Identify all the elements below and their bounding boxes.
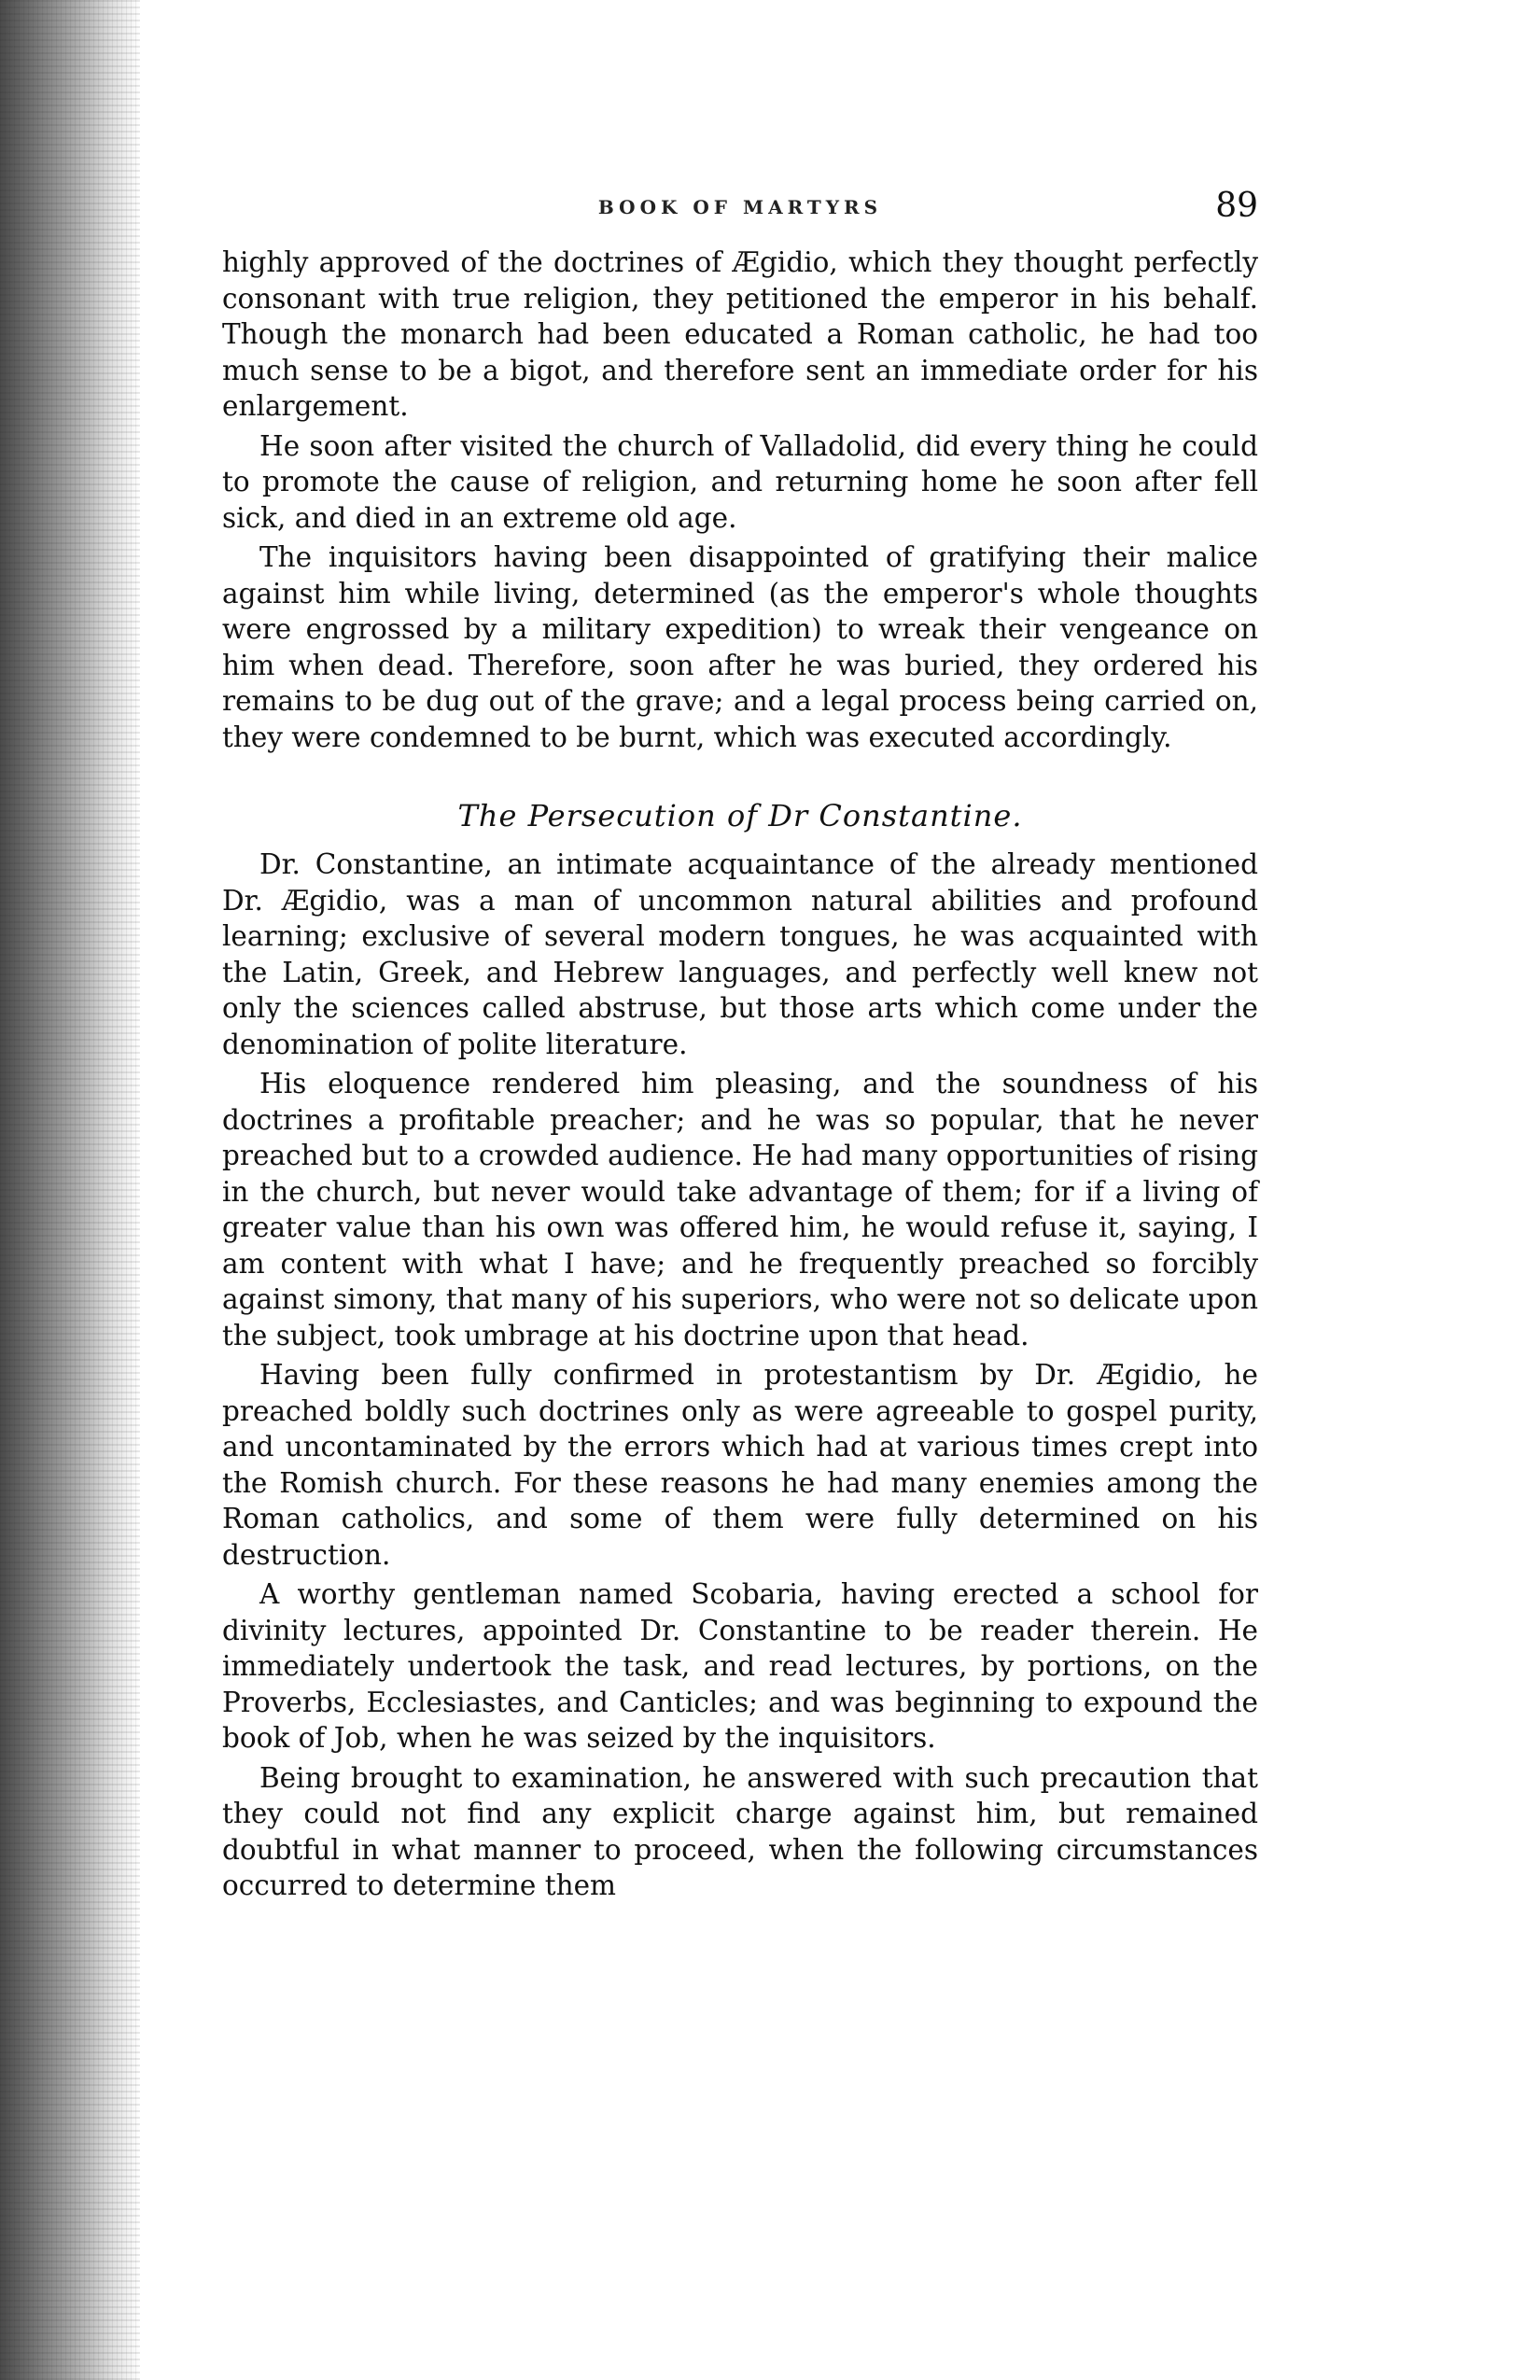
scanned-page-edge [0,0,140,2380]
paragraph-scobaria-school: A worthy gentleman named Scobaria, having erected a school for divinity lectures, appointed Dr. Constantine to be reader therein. He immediately undertook the task, and read lectures, by portions, on the Proverbs, Ecclesiastes, and Canticles; and was beginning to expound the book of Job, when he was seized by the inquisitors. [222,1578,1258,1754]
book-page [222,187,1258,1908]
paragraph-inquisitors-vengeance: The inquisitors having been disappointed of gratifying their malice against him while living, determined (as the emperor's whole thoughts were engrossed by a military expedition) to wreak their vengeance on him when dead. Therefore, soon after he was buried, they ordered his remains to be dug out of the grave; and a legal process being carried on, they were condemned to be burnt, which was executed accordingly. [222,541,1258,753]
page-header [222,187,1258,233]
paragraph-visit-valladolid: He soon after visited the church of Valladolid, did every thing he could to promote the cause of religion, and returning home he soon after fell sick, and died in an extreme old age. [222,429,1258,534]
paragraph-continuation: highly approved of the doctrines of Ægidio, which they thought perfectly consonant with true religion, they petitioned the emperor in his behalf. Though the monarch had been educated a Roman catholic, he had too much sense to be a bigot, and therefore sent an immediate order for his enlargement. [222,246,1258,422]
paragraph-eloquence: His eloquence rendered him pleasing, and the soundness of his doctrines a profitable preacher; and he was so popular, that he never preached but to a crowded audience. He had many opportunities of rising in the church, but never would take advantage of them; for if a living of greater value than his own was offered him, he would refuse it, saying, I am content with what I have; and he frequently preached so forcibly against simony, that many of his superiors, who were not so delicate upon the subject, took umbrage at his doctrine upon that head. [222,1068,1258,1351]
paragraph-examination: Being brought to examination, he answered with such precaution that they could not find any explicit charge against him, but remained doubtful in what manner to proceed, when the following circumstances occurred to determine them [222,1761,1258,1901]
paragraph-constantine-intro: Dr. Constantine, an intimate acquaintance of the already mentioned Dr. Ægidio, was a man of uncommon natural abilities and profound learning; exclusive of several modern tongues, he was acquainted with the Latin, Greek, and Hebrew languages, and perfectly well knew not only the sciences called abstruse, but those arts which come under the denomination of polite literature. [222,848,1258,1060]
paragraph-protestantism: Having been fully confirmed in protestantism by Dr. Ægidio, he preached boldly such doctrines only as were agreeable to gospel purity, and uncontaminated by the errors which had at various times crept into the Romish church. For these reasons he had many enemies among the Roman catholics, and some of them were fully determined on his destruction. [222,1359,1258,1571]
running-title: BOOK OF MARTYRS [597,196,883,218]
section-title: The Persecution of Dr Constantine. [457,798,1023,833]
page-number: 89 [1215,187,1258,225]
